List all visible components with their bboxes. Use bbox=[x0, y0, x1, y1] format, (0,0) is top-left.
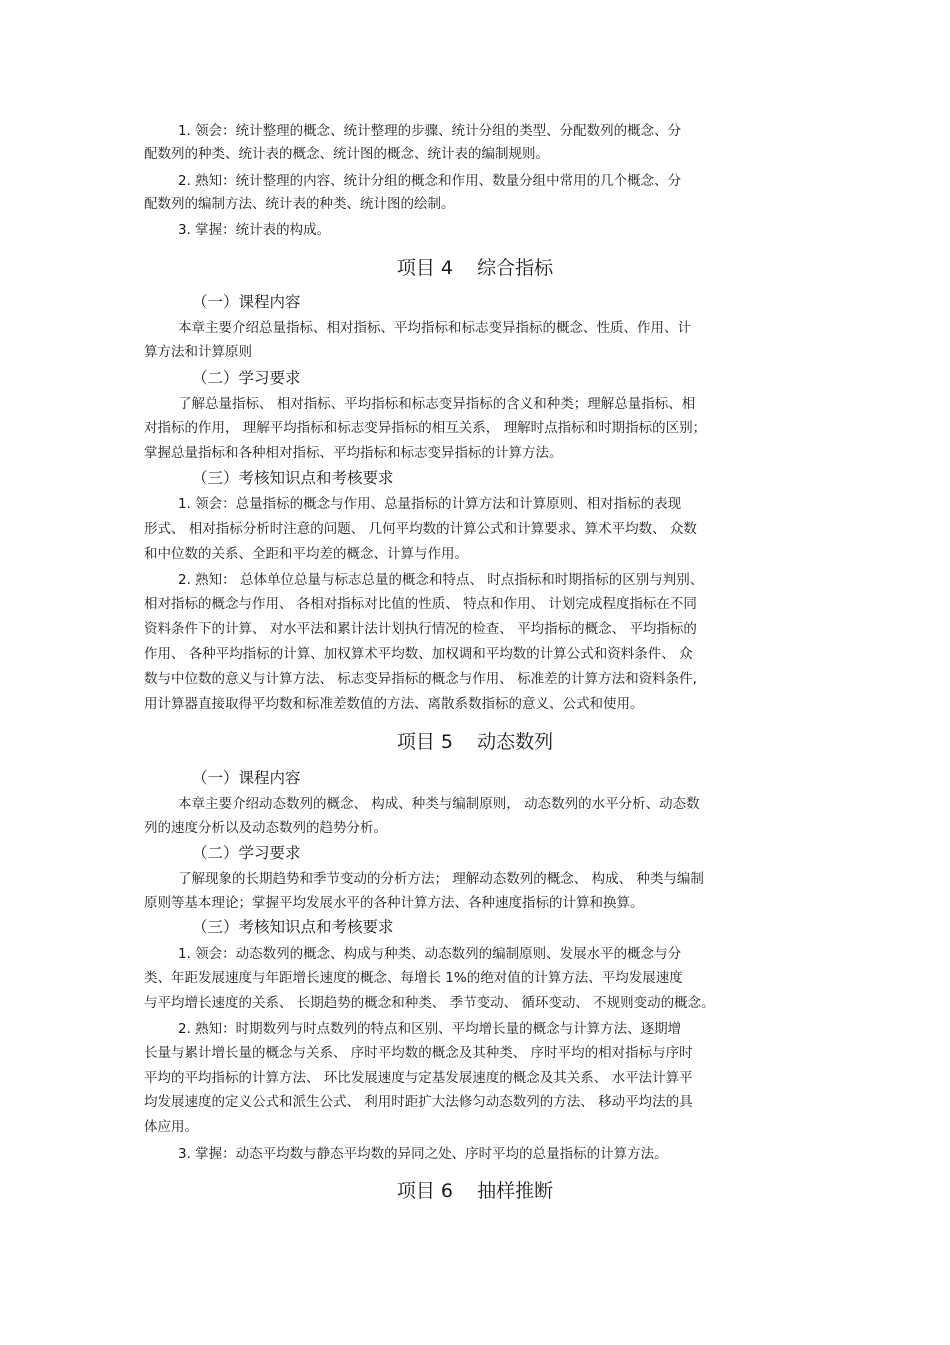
familiar-item-cont: 均发展速度的定义公式和派生公式、 利用时距扩大法修匀动态数列的方法、 移动平均法的具 bbox=[144, 1094, 693, 1110]
comprehend-item-cont: 和中位数的关系、全距和平均差的概念、计算与作用。 bbox=[144, 546, 468, 562]
course-content-heading: （一）课程内容 bbox=[192, 293, 301, 311]
familiar-item-cont: 配数列的编制方法、统计表的种类、统计图的绘制。 bbox=[144, 196, 455, 212]
familiar-item-cont: 用计算器直接取得平均数和标准差数值的方法、离散系数指标的意义、公式和使用。 bbox=[144, 696, 644, 712]
comprehend-item: 1. 领会：动态数列的概念、构成与种类、动态数列的编制原则、发展水平的概念与分 bbox=[178, 946, 682, 962]
exam-points-heading: （三）考核知识点和考核要求 bbox=[192, 469, 394, 487]
study-requirements-heading: （二）学习要求 bbox=[192, 369, 301, 387]
familiar-item-cont: 长量与累计增长量的概念与关系、 序时平均数的概念及其种类、 序时平均的相对指标与序时 bbox=[144, 1045, 693, 1061]
study-requirements-text: 了解总量指标、 相对指标、平均指标和标志变异指标的含义和种类；理解总量指标、相 bbox=[178, 396, 696, 412]
familiar-item-cont: 平均的平均指标的计算方法、 环比发展速度与定基发展速度的概念及其关系、 水平法计算平 bbox=[144, 1070, 693, 1086]
familiar-item: 2. 熟知： 总体单位总量与标志总量的概念和特点、 时点指标和时期指标的区别与判别、 bbox=[178, 572, 704, 588]
comprehend-item-cont: 与平均增长速度的关系、 长期趋势的概念和种类、 季节变动、 循环变动、 不规则变动的概念。 bbox=[144, 995, 715, 1011]
exam-points-heading: （三）考核知识点和考核要求 bbox=[192, 918, 394, 936]
familiar-item: 2. 熟知：时期数列与时点数列的特点和区别、平均增长量的概念与计算方法、逐期增 bbox=[178, 1021, 682, 1037]
master-item: 3. 掌握：统计表的构成。 bbox=[178, 222, 331, 238]
comprehend-item-cont: 形式、 相对指标分析时注意的问题、 几何平均数的计算公式和计算要求、算术平均数、 众数 bbox=[144, 521, 697, 537]
familiar-item: 2. 熟知：统计整理的内容、统计分组的概念和作用、数量分组中常用的几个概念、分 bbox=[178, 173, 682, 189]
course-content-heading: （一）课程内容 bbox=[192, 769, 301, 787]
study-requirements-text-cont: 掌握总量指标和各种相对指标、平均指标和标志变异指标的计算方法。 bbox=[144, 445, 563, 461]
comprehend-item: 1. 领会：总量指标的概念与作用、总量指标的计算方法和计算原则、相对指标的表现 bbox=[178, 496, 682, 512]
study-requirements-text-cont: 对指标的作用， 理解平均指标和标志变异指标的相互关系， 理解时点指标和时期指标的区别； bbox=[144, 420, 707, 436]
comprehend-item-cont: 类、年距发展速度与年距增长速度的概念、每增长 1%的绝对值的计算方法、平均发展速度 bbox=[144, 970, 683, 986]
familiar-item-cont: 作用、 各种平均指标的计算、加权算术平均数、加权调和平均数的计算公式和资料条件、 众 bbox=[144, 646, 693, 662]
course-content-text-cont: 列的速度分析以及动态数列的趋势分析。 bbox=[144, 820, 387, 836]
master-item: 3. 掌握：动态平均数与静态平均数的异同之处、序时平均的总量指标的计算方法。 bbox=[178, 1146, 668, 1162]
project-5-title: 项目 5 动态数列 bbox=[396, 731, 554, 753]
course-content-text: 本章主要介绍总量指标、相对指标、平均指标和标志变异指标的概念、性质、作用、计 bbox=[178, 320, 691, 336]
familiar-item-cont: 相对指标的概念与作用、 各相对指标对比值的性质、 特点和作用、 计划完成程度指标在不同 bbox=[144, 596, 697, 612]
course-content-text: 本章主要介绍动态数列的概念、 构成、种类与编制原则， 动态数列的水平分析、动态数 bbox=[178, 796, 700, 812]
familiar-item-cont: 数与中位数的意义与计算方法、 标志变异指标的概念与作用、 标准差的计算方法和资料条件, bbox=[144, 671, 697, 687]
comprehend-item-cont: 配数列的种类、统计表的概念、统计图的概念、统计表的编制规则。 bbox=[144, 146, 549, 162]
study-requirements-text-cont: 原则等基本理论；掌握平均发展水平的各种计算方法、各种速度指标的计算和换算。 bbox=[144, 895, 644, 911]
project-4-title: 项目 4 综合指标 bbox=[396, 257, 554, 279]
familiar-item-cont: 体应用。 bbox=[144, 1119, 198, 1135]
comprehend-item: 1. 领会：统计整理的概念、统计整理的步骤、统计分组的类型、分配数列的概念、分 bbox=[178, 123, 682, 139]
course-content-text-cont: 算方法和计算原则 bbox=[144, 344, 252, 360]
study-requirements-heading: （二）学习要求 bbox=[192, 844, 301, 862]
familiar-item-cont: 资料条件下的计算、 对水平法和累计法计划执行情况的检查、 平均指标的概念、 平均指标的 bbox=[144, 621, 697, 637]
study-requirements-text: 了解现象的长期趋势和季节变动的分析方法； 理解动态数列的概念、 构成、 种类与编制 bbox=[178, 871, 704, 887]
project-6-title: 项目 6 抽样推断 bbox=[396, 1180, 554, 1202]
